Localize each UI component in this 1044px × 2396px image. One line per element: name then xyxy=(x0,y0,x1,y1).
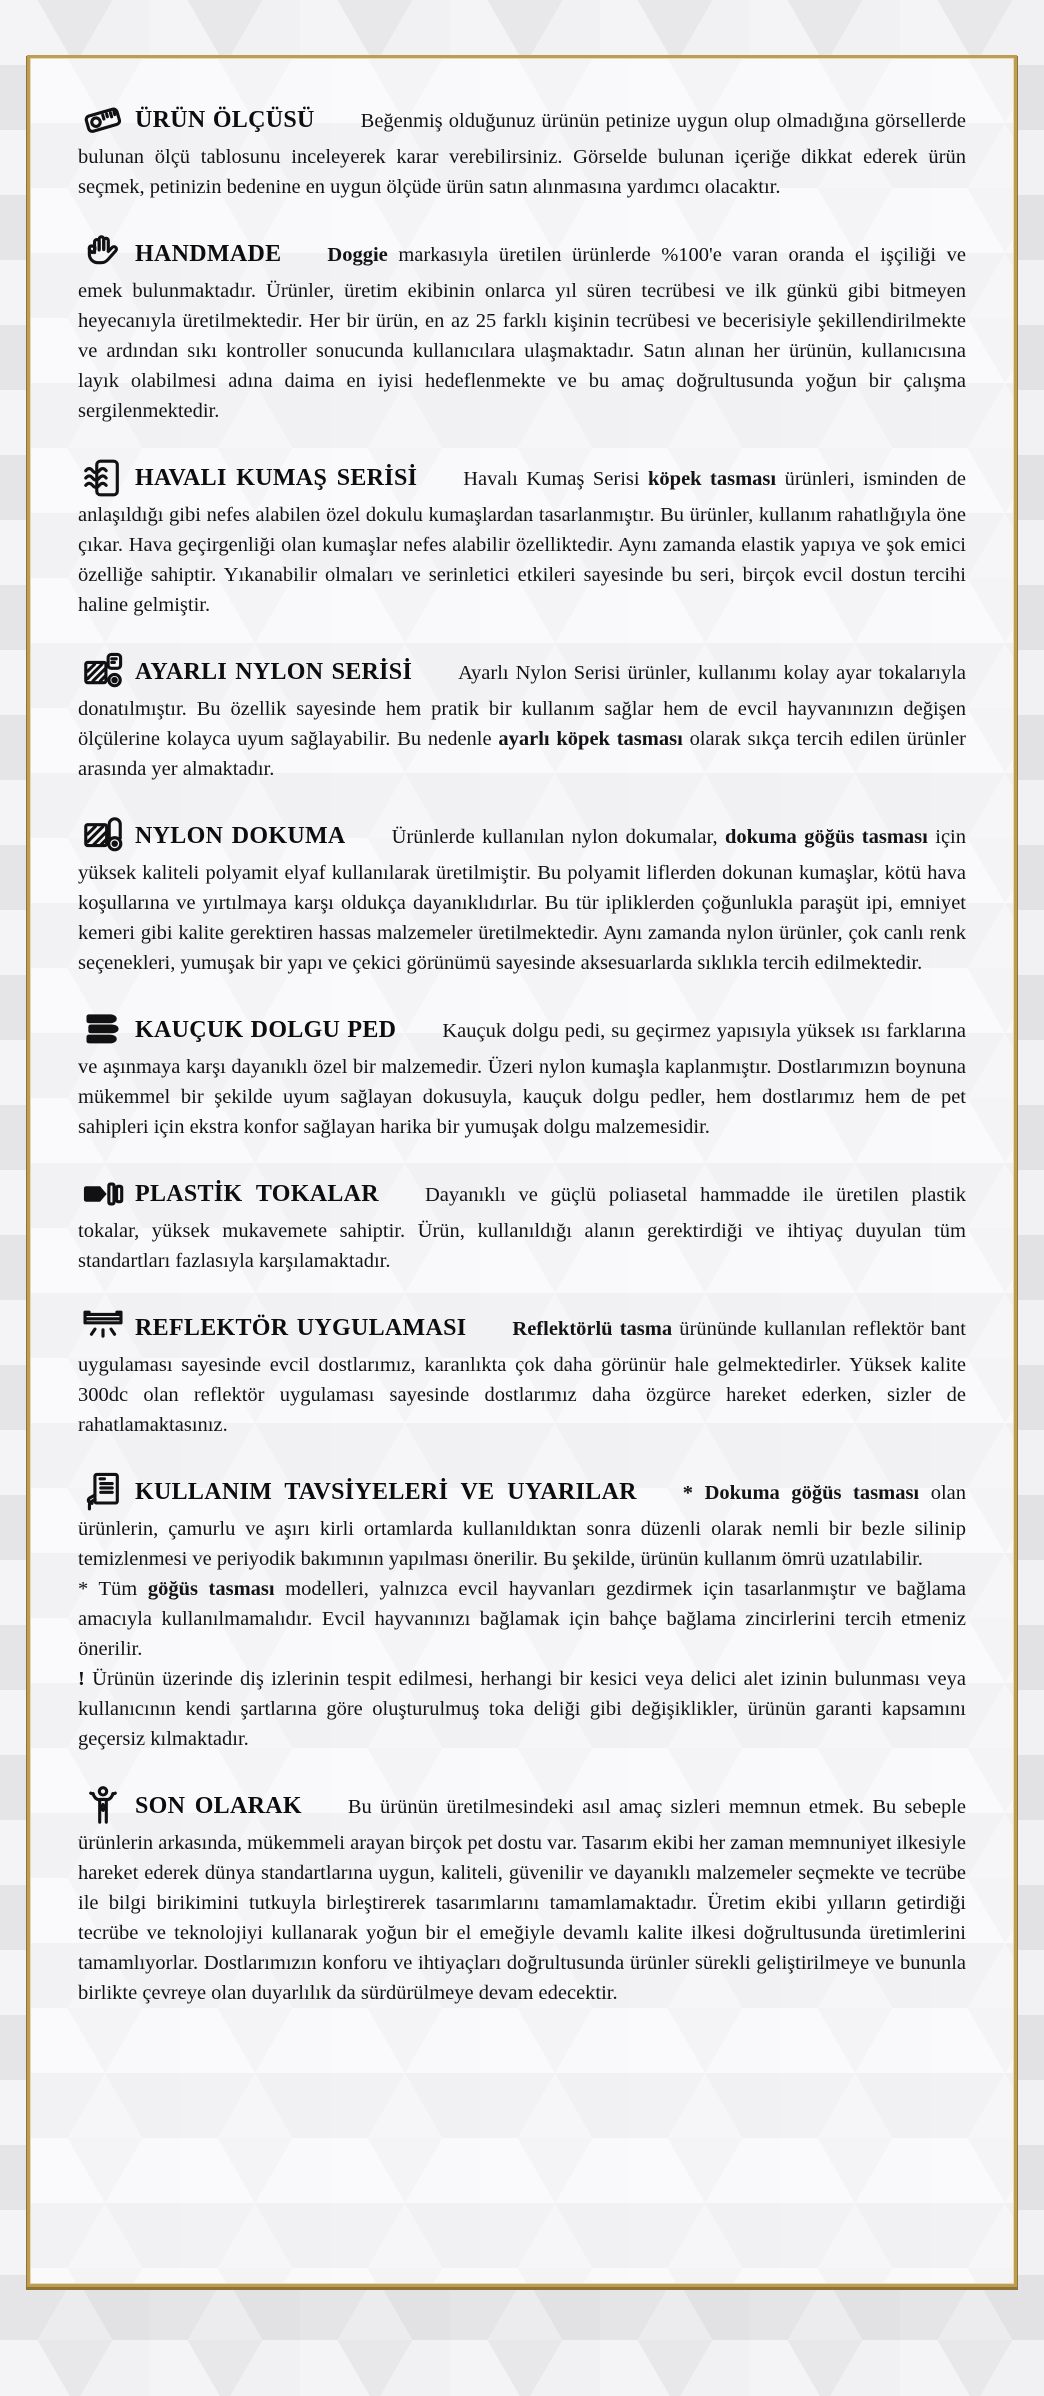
section-paragraph xyxy=(78,1306,966,1440)
section-paragraph xyxy=(78,232,966,426)
section-text: olarak sıkça tercih edilen ürünler arasında yer almaktadır. xyxy=(78,728,966,780)
section-text: için yüksek kaliteli polyamit elyaf kullanılarak üretilmiştir. Bu polyamit liflerden dokunan kumaşlar, kötü hava koşullarına ve yırtılmaya karşı oldukça dayanıklıdırlar. Bu tür ipliklerden çoğunlukla paraşüt ipi, emniyet kemeri gibi kalite gerektiren hassas malzemeler üretilmektedir. Aynı zamanda nylon ürünler, çok canlı renk seçenekleri, yumuşak bir yapı ve çekici görünümü sayesinde aksesuarlarda sıklıkla tercih edilmektedir. xyxy=(78,826,966,974)
section-paragraph xyxy=(78,1008,966,1142)
section-ayarli-nylon xyxy=(78,650,966,784)
reflector-band-icon xyxy=(78,1306,128,1350)
keyword-dokuma-gogus-tasmasi: * Dokuma göğüs tasması xyxy=(682,1482,920,1504)
section-paragraph xyxy=(78,814,966,978)
section-urun-olcusu xyxy=(78,98,966,202)
usage-guide-document-icon xyxy=(78,1470,128,1514)
brand-keyword: Doggie xyxy=(327,244,388,266)
section-son-olarak xyxy=(78,1784,966,2008)
section-text: Dayanıklı ve güçlü poliasetal hammadde ile üretilen plastik tokalar, yüksek mukavemete sahiptir. Ürün, kullanıldığı alanın gerektirdiği ve ihtiyaç duyulan tüm standartları fazlasıyla karşılamaktadır. xyxy=(78,1184,967,1272)
section-reflektor xyxy=(78,1306,966,1440)
section-text: olan ürünlerin, çamurlu ve aşırı kirli ortamlarda kullanıldıktan sonra düzenli olarak nemli bir bezle silinip temizlenmesi ve periyodik bakımının yapılması önerilir. Bu şekilde, ürünün kullanım ömrü uzatılabilir. xyxy=(78,1482,966,1570)
section-title: ÜRÜN ÖLÇÜSÜ xyxy=(135,107,315,133)
rubber-pad-stack-icon xyxy=(78,1008,128,1052)
section-text: * Tüm xyxy=(78,1578,148,1600)
section-title: HANDMADE xyxy=(135,241,282,267)
section-text: Kauçuk dolgu pedi, su geçirmez yapısıyla yüksek ısı farklarına ve aşınmaya karşı dayanıklı özel bir malzemedir. Üzeri nylon kumaşla kaplanmıştır. Dostlarımızın boynuna mükemmel bir şekilde uyum sağlayan dokusuyla, kauçuk dolgu pedler, hem dostlarımız hem de pet sahipleri için ekstra konfor sağlayan harika bir yumuşak dolgu malzemesidir. xyxy=(78,1020,966,1138)
section-title: KAUÇUK DOLGU PED xyxy=(135,1017,397,1043)
section-title: HAVALI KUMAŞ SERİSİ xyxy=(135,465,418,491)
section-title: KULLANIM TAVSİYELERİ VE UYARILAR xyxy=(135,1479,637,1505)
section-paragraph xyxy=(78,1470,966,1574)
section-kullanim-tavsiyeleri xyxy=(78,1470,966,1754)
section-text: markasıyla üretilen ürünlerde %100'e varan oranda el işçiliği ve emek bulunmaktadır. Ürünler, üretim ekibinin onlarca yıl süren tecrübesi ve ilk günkü gibi bitmeyen heyecanıyla üretilmektedir. Her bir ürün, en az 25 farklı kişinin tecrübesi ve becerisiyle şekillendirilmekte ve ardından sıkı kontroller sonucunda kullanıcılara ulaşmaktadır. Satın alınan her ürünün, kullanıcısına layık olabilmesi adına daima en iyisi hedeflenmekte ve bu amaç doğrultusunda yoğun bir çalışma sergilenmektedir. xyxy=(78,244,966,422)
section-handmade xyxy=(78,232,966,426)
hand-heart-icon xyxy=(78,232,128,276)
section-paragraph xyxy=(78,98,966,202)
product-description-card xyxy=(27,55,1017,2287)
section-text: Bu ürünün üretilmesindeki asıl amaç sizleri memnun etmek. Bu sebeple ürünlerin arkasında, mükemmeli arayan birçok pet dostu var. Tasarım ekibi her zaman memnuniyet ilkesiyle hareket ederek dünya standartlarına uygun, kaliteli, güvenilir ve dayanıklı malzemeler seçmekte ve tecrübe ile bilgi birikimini tutkuyla birleştirerek tasarımlarını tamamlamaktadır. Üretim ekibi yılların getirdiği tecrübe ve teknolojiyi kullanarak yoğun bir el emeğiyle devamlı kalite ilkesi doğrultusunda üretimlerini tamamlıyorlar. Dostlarımızın konforu ve ihtiyaçları doğrultusunda ürünler sürekli geliştirilmeye ve bununla birlikte çevreye olan duyarlılık da sürdürülmeye devam edecektir. xyxy=(78,1796,967,2004)
keyword-dokuma-gogus-tasmasi: dokuma göğüs tasması xyxy=(725,826,928,848)
section-plastik-tokalar xyxy=(78,1172,966,1276)
warning-item xyxy=(78,1574,966,1664)
section-paragraph xyxy=(78,1172,966,1276)
section-text: Ayarlı Nylon Serisi ürünler, kullanımı kolay ayar tokalarıyla donatılmıştır. Bu özellik sayesinde hem pratik bir kullanım sağlar hem de evcil hayvanınızın değişen ölçülerine kolayca uyum sağlayabilir. Bu nedenle xyxy=(78,662,966,750)
nylon-weave-roll-icon xyxy=(78,814,128,858)
measuring-tape-icon xyxy=(78,98,128,142)
section-title: NYLON DOKUMA xyxy=(135,823,346,849)
keyword-gogus-tasmasi: göğüs tasması xyxy=(147,1578,275,1600)
warning-exclamation: ! xyxy=(78,1668,85,1690)
section-text: Ürünlerde kullanılan nylon dokumalar, xyxy=(391,826,726,848)
section-text: Havalı Kumaş Serisi xyxy=(463,468,649,490)
plastic-buckle-icon xyxy=(78,1172,128,1216)
section-title: REFLEKTÖR UYGULAMASI xyxy=(135,1315,467,1341)
section-text: modelleri, yalnızca evcil hayvanları gezdirmek için tasarlanmıştır ve bağlama amacıyla kullanılmamalıdır. Evcil hayvanınızı bağlamak için bahçe bağlama zincirlerini tercih etmeniz önerilir. xyxy=(78,1578,966,1660)
section-nylon-dokuma xyxy=(78,814,966,978)
section-title: PLASTİK TOKALAR xyxy=(135,1181,379,1207)
section-title: SON OLARAK xyxy=(135,1793,302,1819)
section-text: Ürünün üzerinde diş izlerinin tespit edilmesi, herhangi bir kesici veya delici alet izinin bulunması veya kullanıcının kendi şartlarına göre oluşturulmuş toka deliği gibi değişiklikler, ürünün garanti kapsamını geçersiz kılmaktadır. xyxy=(78,1668,966,1750)
section-text: ürünleri, isminden de anlaşıldığı gibi nefes alabilen özel dokulu kumaşlardan tasarlanmıştır. Bu ürünler, kullanım rahatlığıyla öne çıkar. Hava geçirgenliği olan kumaşlar nefes alabilir özelliktedir. Aynı zamanda elastik yapıya ve şok emici özelliğe sahiptir. Yıkanabilir olmaları ve serinletici etkileri sayesinde bu seri, birçok evcil dostun tercihi haline gelmiştir. xyxy=(78,468,967,616)
cheering-person-icon xyxy=(78,1784,128,1828)
section-paragraph xyxy=(78,456,966,620)
keyword-ayarli-kopek-tasmasi: ayarlı köpek tasması xyxy=(498,728,683,750)
warning-item xyxy=(78,1664,966,1754)
keyword-kopek-tasmasi: köpek tasması xyxy=(648,468,777,490)
section-paragraph xyxy=(78,650,966,784)
section-text: ürününde kullanılan reflektör bant uygulaması sayesinde evcil dostlarımız, karanlıkta çok daha görünür hale gelmektedirler. Yüksek kalite 300dc olan reflektör uygulaması sayesinde dostlarımız daha özgürce hareket ederken, sizler de rahatlamaktasınız. xyxy=(78,1318,966,1436)
section-text: Beğenmiş olduğunuz ürünün petinize uygun olup olmadığına görsellerde bulunan ölçü tablosunu inceleyerek karar verebilirsiniz. Görselde bulunan içeriğe dikkat ederek ürün seçmek, petinizin bedenine en uygun ölçüde ürün satın alınmasına yardımcı olacaktır. xyxy=(78,110,966,198)
adjustable-buckle-fabric-icon xyxy=(78,650,128,694)
section-paragraph xyxy=(78,1784,966,2008)
breathable-fabric-icon xyxy=(78,456,128,500)
section-havali-kumas xyxy=(78,456,966,620)
section-kaucuk-ped xyxy=(78,1008,966,1142)
keyword-reflektorlu-tasma: Reflektörlü tasma xyxy=(512,1318,673,1340)
section-title: AYARLI NYLON SERİSİ xyxy=(135,659,413,685)
